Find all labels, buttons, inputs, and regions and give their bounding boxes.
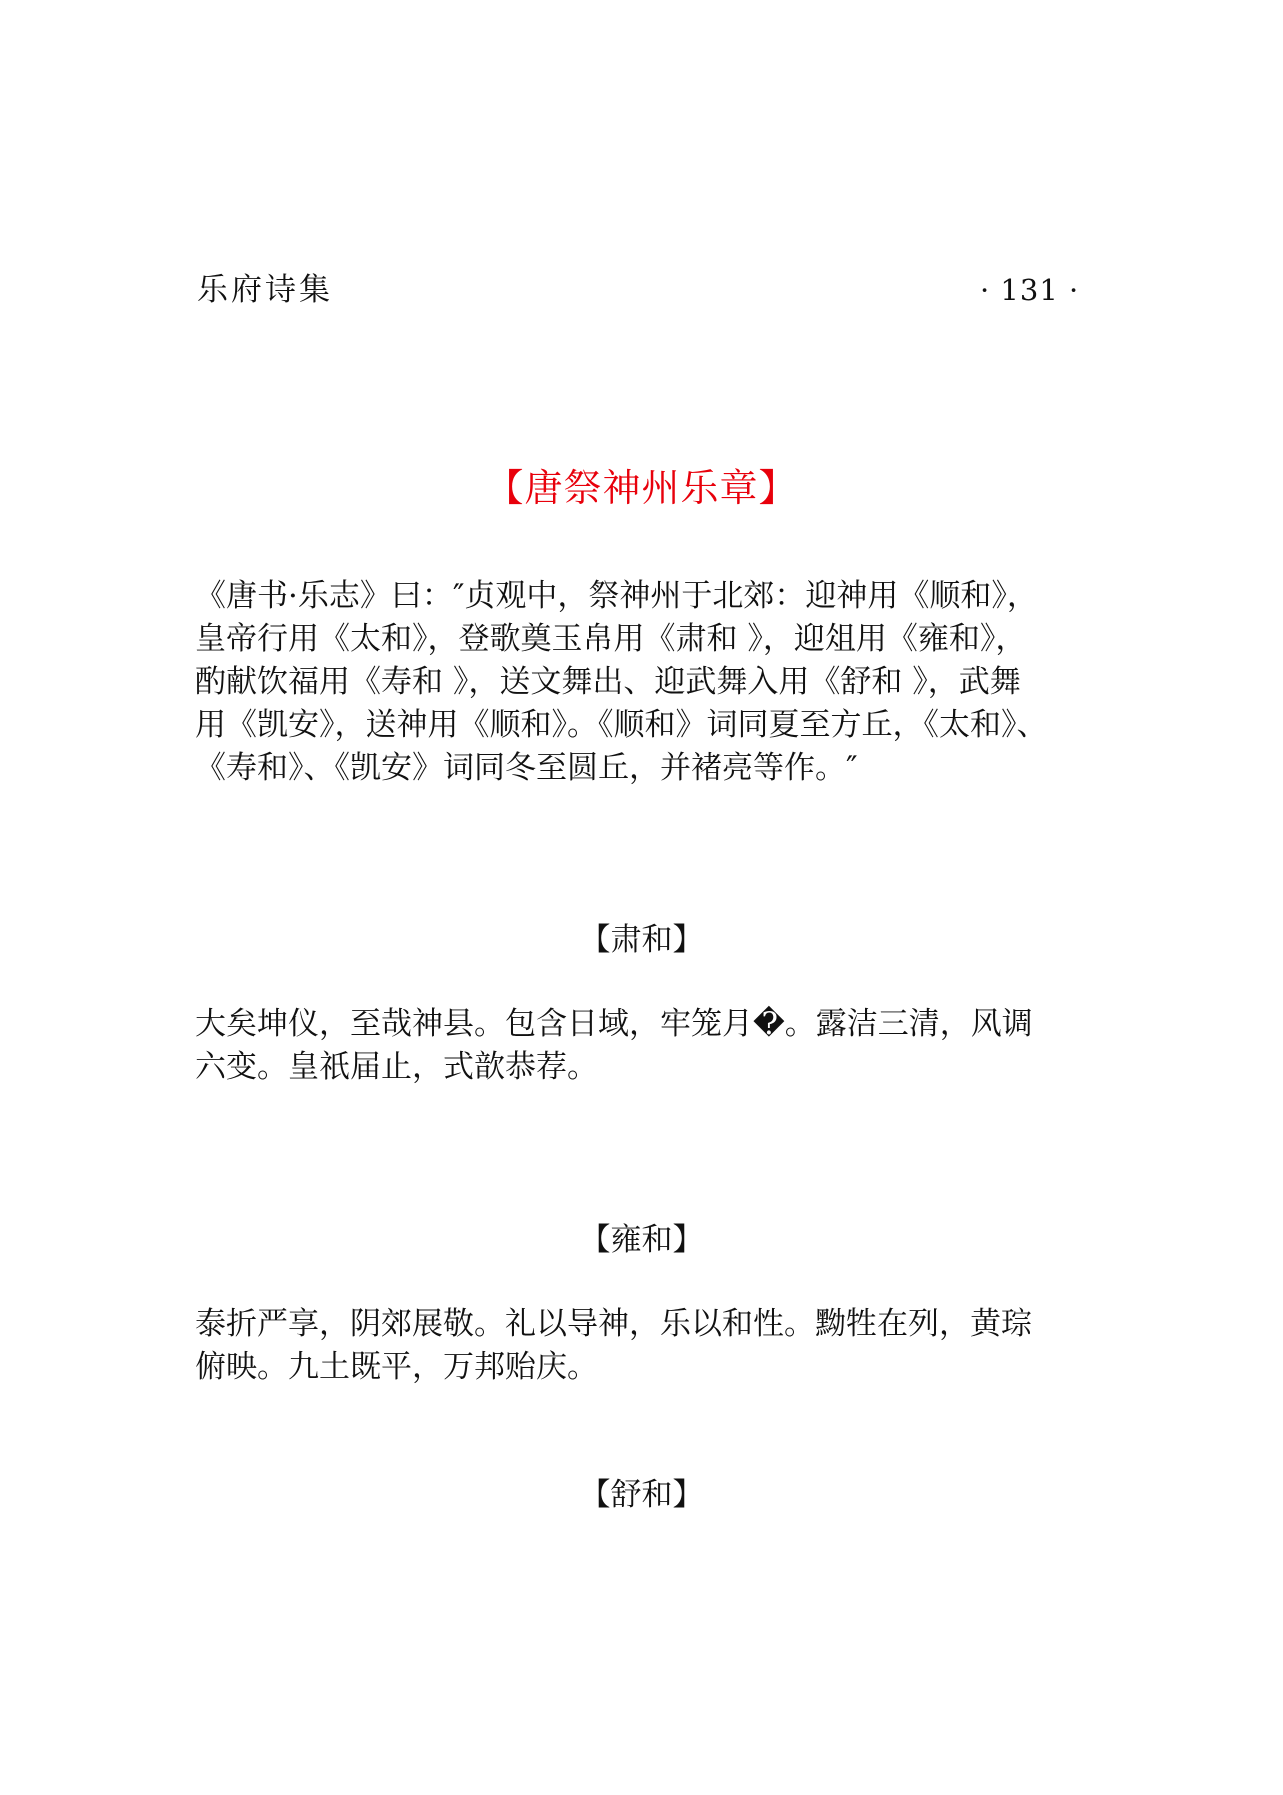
section-title-suhe: 【肃和】	[579, 922, 704, 958]
intro-paragraph	[195, 575, 1095, 790]
book-title: 乐府诗集	[197, 272, 333, 308]
intro-line: 《寿和》、《凯安》词同冬至圆丘，并褚亮等作。″	[195, 750, 858, 786]
intro-line: 用《凯安》，送神用《顺和》。《顺和》词同夏至方丘，《太和》、	[195, 707, 1048, 743]
page-number: · 131 ·	[980, 273, 1080, 307]
poem-line: 泰折严享，阴郊展敬。礼以导神，乐以和性。黝牲在列，黄琮	[195, 1306, 1032, 1342]
chapter-title: 【唐祭神州乐章】	[485, 466, 798, 510]
intro-line: 《唐书·乐志》曰：″贞观中，祭神州于北郊：迎神用《顺和》，	[195, 578, 1038, 614]
section-title-yonghe: 【雍和】	[579, 1222, 704, 1258]
poem-line: 俯映。九土既平，万邦贻庆。	[195, 1349, 598, 1385]
poem-yonghe	[195, 1303, 1095, 1389]
intro-line: 皇帝行用《太和》，登歌奠玉帛用《肃和 》，迎俎用《雍和》，	[195, 621, 1027, 657]
section-title-shuhe: 【舒和】	[579, 1477, 704, 1513]
poem-suhe	[195, 1003, 1095, 1089]
poem-line: 六变。皇祇届止，式歆恭荐。	[195, 1049, 598, 1085]
intro-line: 酌献饮福用《寿和 》，送文舞出、迎武舞入用《舒和 》，武舞	[195, 664, 1021, 700]
poem-line: 大矣坤仪，至哉神县。包含日域，牢笼月�。露洁三清，风调	[195, 1006, 1033, 1042]
